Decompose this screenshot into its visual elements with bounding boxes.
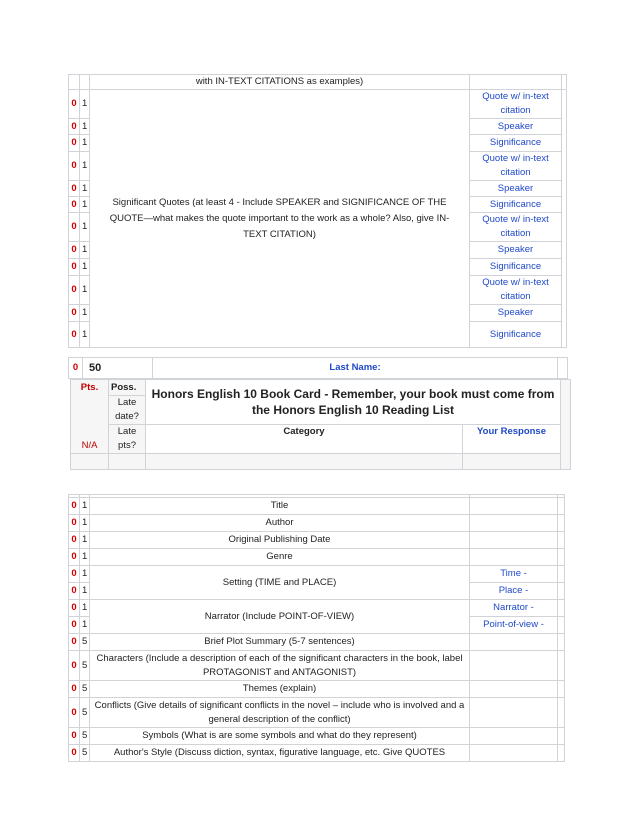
last-name-field[interactable] xyxy=(558,358,568,379)
score-zero: 0 xyxy=(69,322,80,348)
response-cell[interactable]: Significance xyxy=(470,197,562,213)
score-max: 5 xyxy=(80,745,90,762)
category-genre: Genre xyxy=(90,549,470,566)
score-zero: 0 xyxy=(69,698,80,728)
score-max: 1 xyxy=(80,90,90,119)
last-name-label: Last Name: xyxy=(153,358,558,379)
score-zero: 0 xyxy=(69,152,80,181)
response-cell[interactable] xyxy=(470,745,558,762)
response-cell[interactable] xyxy=(470,728,558,745)
score-max: 5 xyxy=(80,681,90,698)
book-card-table xyxy=(68,494,565,762)
poss-label: Poss. xyxy=(109,380,146,396)
category-conflicts: Conflicts (Give details of significant conflicts in the novel – include who is involved and a general description of the conflict) xyxy=(90,698,470,728)
score-max: 1 xyxy=(80,119,90,135)
score-zero: 0 xyxy=(69,498,80,515)
category-plot-summary: Brief Plot Summary (5-7 sentences) xyxy=(90,634,470,651)
response-cell[interactable] xyxy=(470,498,558,515)
score-max: 1 xyxy=(80,259,90,276)
score-max: 1 xyxy=(80,276,90,305)
score-max: 1 xyxy=(80,152,90,181)
score-max: 1 xyxy=(80,617,90,634)
score-max: 1 xyxy=(80,583,90,600)
quotes-table xyxy=(68,74,567,348)
response-cell[interactable] xyxy=(470,515,558,532)
score-zero: 0 xyxy=(69,566,80,583)
category-themes: Themes (explain) xyxy=(90,681,470,698)
response-cell[interactable]: Speaker xyxy=(470,181,562,197)
score-max: 1 xyxy=(80,498,90,515)
score-max: 5 xyxy=(80,634,90,651)
response-cell[interactable]: Quote w/ in-text citation xyxy=(470,276,562,305)
score-zero: 0 xyxy=(69,634,80,651)
significant-quotes-label: Significant Quotes (at least 4 - Include SPEAKER and SIGNIFICANCE OF THE QUOTE—what makes the quote important to the work as a whole? Also, give IN-TEXT CITATION) xyxy=(90,90,470,348)
score-zero: 0 xyxy=(69,242,80,259)
response-cell[interactable]: Speaker xyxy=(470,119,562,135)
score-max: 1 xyxy=(80,532,90,549)
score-zero: 0 xyxy=(69,305,80,322)
score-zero: 0 xyxy=(69,728,80,745)
response-cell[interactable] xyxy=(470,549,558,566)
late-date-label: Late date? xyxy=(109,396,146,425)
score-max: 5 xyxy=(80,728,90,745)
response-cell[interactable] xyxy=(470,681,558,698)
response-place[interactable]: Place - xyxy=(470,583,558,600)
response-cell[interactable] xyxy=(470,698,558,728)
score-max: 1 xyxy=(80,549,90,566)
score-zero: 0 xyxy=(69,259,80,276)
category-author: Author xyxy=(90,515,470,532)
score-zero: 0 xyxy=(69,600,80,617)
late-pts-label: Late pts? xyxy=(109,425,146,454)
response-time[interactable]: Time - xyxy=(470,566,558,583)
score-max: 1 xyxy=(80,322,90,348)
your-response-header: Your Response xyxy=(463,425,561,454)
score-max: 1 xyxy=(80,600,90,617)
score-zero: 0 xyxy=(69,515,80,532)
na-label: N/A xyxy=(71,425,109,454)
score-max: 5 xyxy=(80,651,90,681)
category-title: Title xyxy=(90,498,470,515)
book-card-header xyxy=(68,357,568,379)
response-cell[interactable]: Quote w/ in-text citation xyxy=(470,90,562,119)
response-cell[interactable]: Significance xyxy=(470,135,562,152)
response-cell[interactable] xyxy=(470,634,558,651)
score-max: 1 xyxy=(80,135,90,152)
score-max: 1 xyxy=(80,181,90,197)
score-zero: 0 xyxy=(69,549,80,566)
response-cell[interactable]: Quote w/ in-text citation xyxy=(470,152,562,181)
quotes-header-text: with IN-TEXT CITATIONS as examples) xyxy=(90,75,470,90)
response-cell[interactable] xyxy=(470,651,558,681)
score-max: 1 xyxy=(80,515,90,532)
category-characters: Characters (Include a description of each of the significant characters in the book, label PROTAGONIST and ANTAGONIST) xyxy=(90,651,470,681)
score-max: 1 xyxy=(80,197,90,213)
score-zero: 0 xyxy=(69,119,80,135)
score-zero: 0 xyxy=(69,745,80,762)
response-cell[interactable]: Quote w/ in-text citation xyxy=(470,213,562,242)
category-symbols: Symbols (What is are some symbols and what do they represent) xyxy=(90,728,470,745)
score-zero: 0 xyxy=(69,135,80,152)
pts-label: Pts. xyxy=(71,380,109,396)
score-zero: 0 xyxy=(69,213,80,242)
score-max: 5 xyxy=(80,698,90,728)
score-zero: 0 xyxy=(69,197,80,213)
response-cell[interactable] xyxy=(470,532,558,549)
total-points: 50 xyxy=(83,358,153,379)
category-header: Category xyxy=(146,425,463,454)
response-point-of-view[interactable]: Point-of-view - xyxy=(470,617,558,634)
response-cell[interactable]: Speaker xyxy=(470,305,562,322)
score-zero: 0 xyxy=(69,276,80,305)
score-max: 1 xyxy=(80,305,90,322)
score-max: 1 xyxy=(80,566,90,583)
score-max: 1 xyxy=(80,213,90,242)
total-score-zero: 0 xyxy=(69,358,83,379)
score-zero: 0 xyxy=(69,681,80,698)
score-max: 1 xyxy=(80,242,90,259)
score-zero: 0 xyxy=(69,651,80,681)
score-zero: 0 xyxy=(69,90,80,119)
response-cell[interactable]: Significance xyxy=(470,259,562,276)
response-cell[interactable]: Significance xyxy=(470,322,562,348)
score-zero: 0 xyxy=(69,583,80,600)
response-cell[interactable]: Speaker xyxy=(470,242,562,259)
category-setting: Setting (TIME and PLACE) xyxy=(90,566,470,600)
category-authors-style: Author's Style (Discuss diction, syntax, figurative language, etc. Give QUOTES xyxy=(90,745,470,762)
score-zero: 0 xyxy=(69,181,80,197)
score-zero: 0 xyxy=(69,532,80,549)
book-card-title-block xyxy=(70,379,571,470)
book-card-title: Honors English 10 Book Card - Remember, your book must come from the Honors English 10 Reading List xyxy=(146,380,561,425)
score-zero: 0 xyxy=(69,617,80,634)
category-publishing-date: Original Publishing Date xyxy=(90,532,470,549)
category-narrator: Narrator (Include POINT-OF-VIEW) xyxy=(90,600,470,634)
response-narrator[interactable]: Narrator - xyxy=(470,600,558,617)
